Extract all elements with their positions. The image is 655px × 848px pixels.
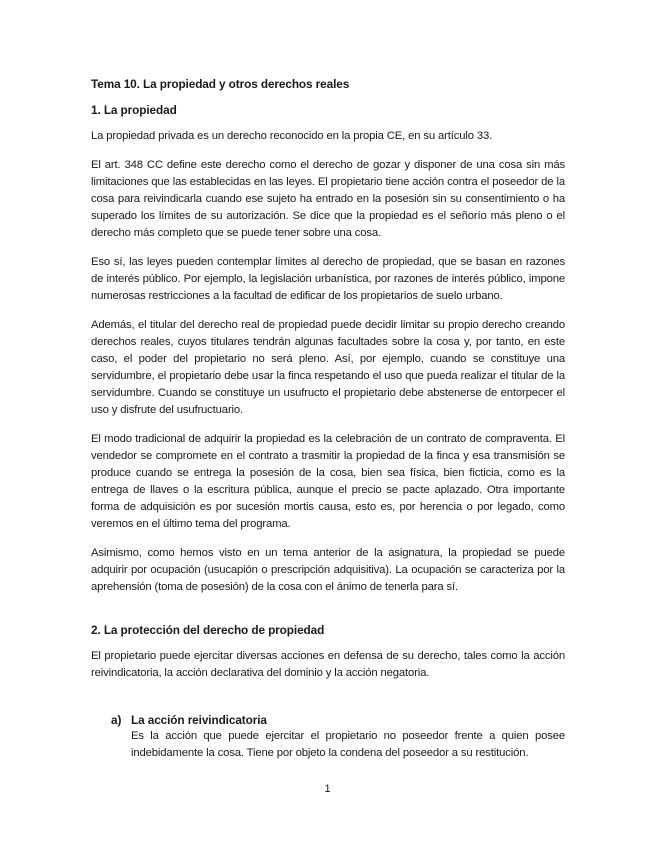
document-title: Tema 10. La propiedad y otros derechos reales bbox=[91, 77, 350, 91]
page-content bbox=[91, 76, 565, 762]
paragraph-4: Además, el titular del derecho real de propiedad puede decidir limitar su propio derecho creando derechos reales, cuyos titulares tendrán algunas facultades sobre la cosa y, por tanto, en este caso, el poder del propietario no será pleno. Así, por ejemplo, cuando se constituye una servidumbre, el propietario debe usar la finca respetando el uso que pueda realizar el titular de la servidumbre. Cuando se constituye un usufructo el propietario debe abstenerse de entorpecer el uso y disfrute del usufructuario. bbox=[91, 319, 565, 416]
subsection-a-text: Es la acción que puede ejercitar el propietario no poseedor frente a quien posee indebidamente la cosa. Tiene por objeto la condena del poseedor a su restitución. bbox=[131, 730, 565, 759]
subsection-a bbox=[91, 712, 565, 762]
paragraph-3: Eso sí, las leyes pueden contemplar límites al derecho de propiedad, que se basan en razones de interés público. Por ejemplo, la legislación urbanística, por razones de interés público, impone numerosas restricciones a la facultad de edificar de los propietarios de suelo urbano. bbox=[91, 256, 565, 302]
subsection-a-marker: a) bbox=[111, 713, 122, 727]
subsection-a-heading: La acción reivindicatoria bbox=[131, 713, 267, 727]
paragraph-2: El art. 348 CC define este derecho como el derecho de gozar y disponer de una cosa sin más limitaciones que las establecidas en las leyes. El propietario tiene acción contra el poseedor de la cosa para reivindicarla cuando ese sujeto ha entrado en la posesión sin su consentimiento o ha superado los límites de su autorización. Se dice que la propiedad es el señorío más pleno o el derecho más completo que se puede tener sobre una cosa. bbox=[91, 159, 565, 239]
paragraph-1: La propiedad privada es un derecho reconocido en la propia CE, en su artículo 33. bbox=[91, 130, 493, 142]
page-number: 1 bbox=[324, 783, 331, 795]
paragraph-7: El propietario puede ejercitar diversas acciones en defensa de su derecho, tales como la acción reivindicatoria, la acción declarativa del dominio y la acción negatoria. bbox=[91, 650, 565, 679]
paragraph-5: El modo tradicional de adquirir la propiedad es la celebración de un contrato de compraventa. El vendedor se compromete en el contrato a trasmitir la propiedad de la finca y esa transmisión se produce cuando se entrega la posesión de la cosa, bien sea física, bien ficticia, como es la entrega de llaves o la escritura pública, aunque el precio se pacte aplazado. Otra importante forma de adquisición es por sucesión mortis causa, esto es, por herencia o por legado, como veremos en el último tema del programa. bbox=[91, 433, 565, 530]
paragraph-6: Asimismo, como hemos visto en un tema anterior de la asignatura, la propiedad se puede adquirir por ocupación (usucapión o prescripción adquisitiva). La ocupación se caracteriza por la aprehensión (toma de posesión) de la cosa con el ánimo de tenerla para sí. bbox=[91, 547, 565, 593]
section-1-heading: 1. La propiedad bbox=[91, 103, 177, 117]
section-2-heading: 2. La protección del derecho de propiedad bbox=[91, 623, 325, 637]
